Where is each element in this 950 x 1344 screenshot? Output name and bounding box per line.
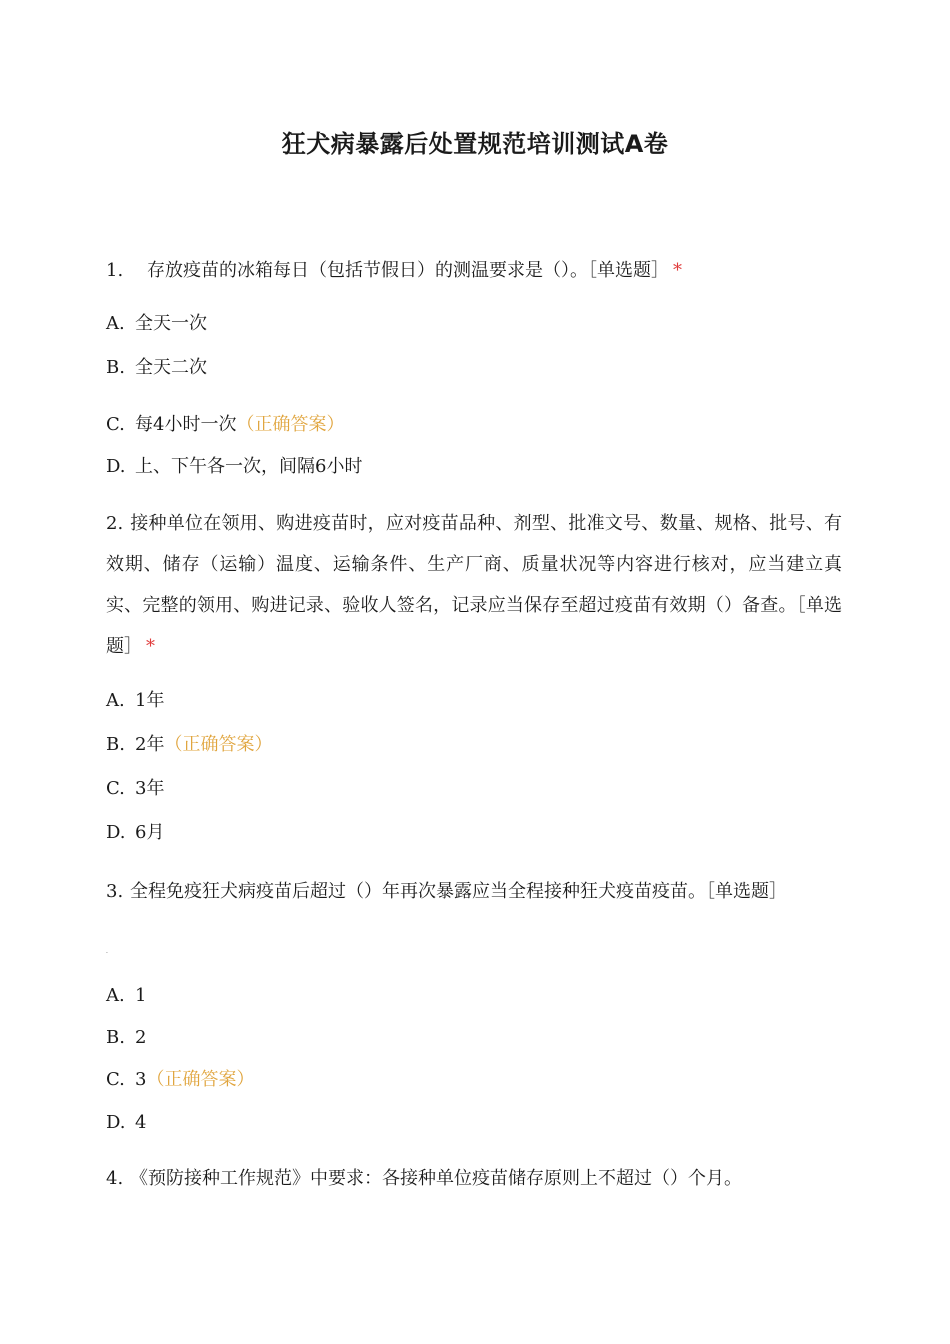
question-2	[106, 503, 842, 667]
correct-answer-label: （正确答案）	[236, 414, 345, 435]
question-1	[106, 259, 842, 283]
question-text: 《预防接种工作规范》中要求：各接种单位疫苗储存原则上不超过（）个月。	[130, 1168, 742, 1189]
question-number: 1.	[106, 260, 124, 281]
question-text: 接种单位在领用、购进疫苗时，应对疫苗品种、剂型、批准文号、数量、规格、批号、有效期、储存（运输）温度、运输条件、生产厂商、质量状况等内容进行核对，应当建立真实、完整的领用、购进记录、验收人签名，记录应当保存至超过疫苗有效期（）备查。［单选题］	[106, 513, 842, 657]
required-star: *	[146, 636, 155, 657]
q1-option-b[interactable]: B. 全天二次	[106, 357, 207, 378]
question-3	[106, 880, 826, 904]
correct-answer-label: （正确答案）	[164, 734, 273, 755]
question-number: 3.	[106, 881, 124, 902]
q1-option-a[interactable]: A. 全天一次	[106, 313, 207, 334]
question-number: 2.	[106, 513, 124, 534]
document-title: 狂犬病暴露后处置规范培训测试A卷	[281, 130, 669, 158]
question-4	[106, 1167, 842, 1191]
question-number: 4.	[106, 1168, 124, 1189]
question-text: 存放疫苗的冰箱每日（包括节假日）的测温要求是（）。［单选题］	[147, 260, 669, 281]
q3-option-b[interactable]: B. 2	[106, 1027, 147, 1048]
correct-answer-label: （正确答案）	[146, 1069, 255, 1090]
q3-option-d[interactable]: D. 4	[106, 1112, 147, 1133]
required-star: *	[673, 260, 682, 281]
q2-option-d[interactable]: D. 6月	[106, 822, 165, 843]
q3-option-c[interactable]: C. 3（正确答案）	[106, 1069, 255, 1090]
q2-option-c[interactable]: C. 3年	[106, 778, 165, 799]
q2-option-a[interactable]: A. 1年	[106, 690, 165, 711]
stray-dot: .	[106, 948, 108, 955]
question-text: 全程免疫狂犬病疫苗后超过（）年再次暴露应当全程接种狂犬疫苗疫苗。［单选题］	[130, 881, 787, 902]
q1-option-d[interactable]: D. 上、下午各一次，间隔6小时	[106, 456, 363, 477]
q3-option-a[interactable]: A. 1	[106, 985, 147, 1006]
q1-option-c[interactable]: C. 每4小时一次（正确答案）	[106, 414, 345, 435]
q2-option-b[interactable]: B. 2年（正确答案）	[106, 734, 273, 755]
